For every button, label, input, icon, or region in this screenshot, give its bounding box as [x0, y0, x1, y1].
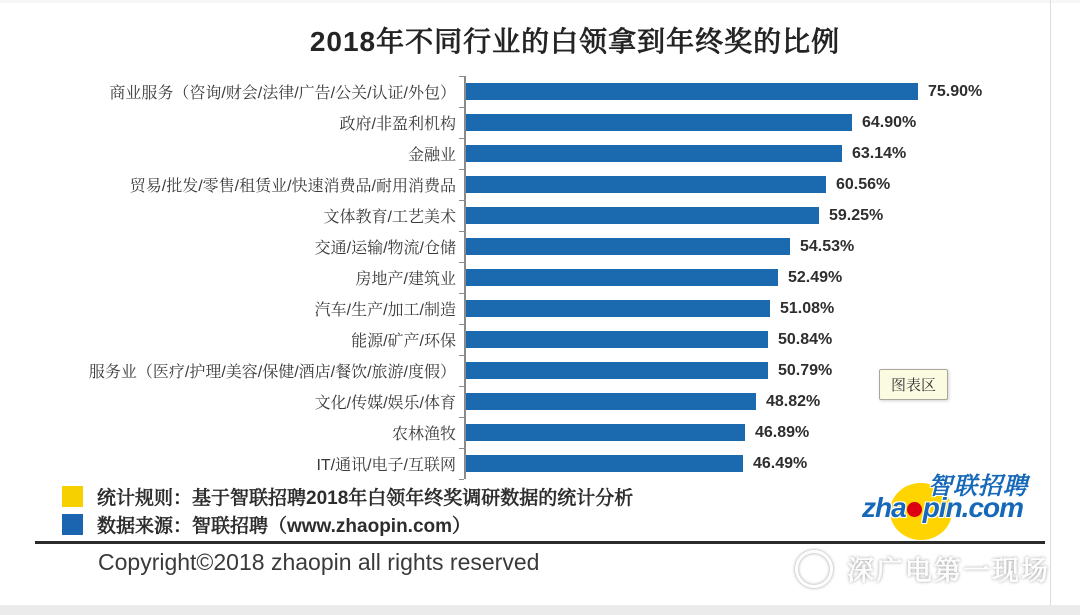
category-label: 政府/非盈利机构: [339, 116, 456, 133]
bar: [466, 176, 826, 193]
bar: [466, 393, 756, 410]
plot-row: [464, 169, 890, 200]
value-label: 51.08%: [780, 299, 835, 317]
bottom-edge-strip: [0, 605, 1080, 615]
bar: [466, 331, 768, 348]
plot-row: [464, 448, 807, 479]
chart-row: [36, 355, 982, 386]
bar: [466, 114, 852, 131]
value-label: 60.56%: [836, 175, 891, 193]
plot-row: [464, 417, 809, 448]
bar: [466, 362, 768, 379]
value-label: 75.90%: [928, 82, 983, 100]
bar: [466, 207, 819, 224]
logo-domain-suffix: pin.com: [922, 492, 1024, 523]
value-label: 46.89%: [755, 423, 810, 441]
value-label: 50.84%: [778, 330, 833, 348]
bar: [466, 455, 743, 472]
bar: [466, 145, 842, 162]
value-label: 54.53%: [800, 237, 855, 255]
plot-row: [464, 76, 982, 107]
bar: [466, 424, 745, 441]
legend-swatch-yellow: [62, 486, 83, 507]
category-label: 贸易/批发/零售/租赁业/快速消费品/耐用消费品: [129, 178, 456, 195]
tv-watermark: [795, 549, 1050, 588]
chart-row: [36, 448, 982, 479]
legend-swatch-blue: [62, 514, 83, 535]
value-label: 64.90%: [862, 113, 917, 131]
category-label: 能源/矿产/环保: [351, 333, 456, 350]
legend: [62, 482, 633, 538]
top-edge-strip: [0, 0, 1080, 3]
value-label: 46.49%: [753, 454, 808, 472]
copyright-text: Copyright©2018 zhaopin all rights reserved: [98, 549, 540, 575]
plot-row: [464, 386, 820, 417]
chart-rows: [36, 76, 982, 479]
value-label: 50.79%: [778, 361, 833, 379]
plot-row: [464, 231, 854, 262]
bar: [466, 238, 790, 255]
legend-label: 数据来源：智联招聘（www.zhaopin.com）: [97, 515, 472, 537]
chart-title: 2018年不同行业的白领拿到年终奖的比例: [309, 26, 841, 57]
plot-row: [464, 138, 906, 169]
logo-chinese-text: 智联招聘: [928, 473, 1028, 500]
plot-row: [464, 107, 916, 138]
category-label: 文体教育/工艺美术: [323, 209, 456, 226]
category-label: 商业服务（咨询/财会/法律/广告/公关/认证/外包）: [109, 85, 456, 102]
logo-domain-prefix: zha: [862, 492, 906, 523]
plot-row: [464, 200, 883, 231]
bar: [466, 300, 770, 317]
footer-divider: [35, 541, 1045, 544]
plot-row: [464, 324, 832, 355]
bar: [466, 269, 778, 286]
chart-row: [36, 386, 982, 417]
chart-row: [36, 76, 982, 107]
value-label: 63.14%: [852, 144, 907, 162]
value-label: 48.82%: [766, 392, 821, 410]
category-label: 文化/传媒/娱乐/体育: [314, 395, 456, 412]
chart-row: [36, 169, 982, 200]
category-label: 服务业（医疗/护理/美容/保健/酒店/餐饮/旅游/度假）: [88, 364, 456, 381]
chart-row: [36, 262, 982, 293]
value-label: 52.49%: [788, 268, 843, 286]
chart-row: [36, 293, 982, 324]
logo-red-dot-icon: [907, 502, 922, 517]
logo-domain-text: [862, 492, 1023, 524]
zhaopin-logo: [862, 468, 1052, 540]
chart-area-tooltip: 图表区: [879, 369, 948, 400]
category-label: 房地产/建筑业: [355, 271, 456, 288]
plot-row: [464, 293, 834, 324]
category-label: 汽车/生产/加工/制造: [314, 302, 456, 319]
legend-row-rule: [62, 482, 633, 510]
category-label: 交通/运输/物流/仓储: [314, 240, 456, 257]
bar: [466, 83, 918, 100]
tv-watermark-text: 深广电第一现场: [847, 556, 1050, 586]
tv-station-logo-icon: [788, 542, 841, 595]
category-label: 农林渔牧: [391, 426, 456, 443]
chart-row: [36, 138, 982, 169]
chart-row: [36, 200, 982, 231]
chart-row: [36, 324, 982, 355]
legend-label: 统计规则：基于智联招聘2018年白领年终奖调研数据的统计分析: [97, 487, 634, 509]
plot-row: [464, 355, 832, 386]
plot-row: [464, 262, 842, 293]
bar-chart: [36, 76, 982, 479]
category-label: IT/通讯/电子/互联网: [316, 457, 456, 474]
value-label: 59.25%: [829, 206, 884, 224]
chart-row: [36, 231, 982, 262]
legend-row-source: [62, 510, 633, 538]
chart-row: [36, 107, 982, 138]
chart-row: [36, 417, 982, 448]
category-label: 金融业: [407, 147, 456, 164]
